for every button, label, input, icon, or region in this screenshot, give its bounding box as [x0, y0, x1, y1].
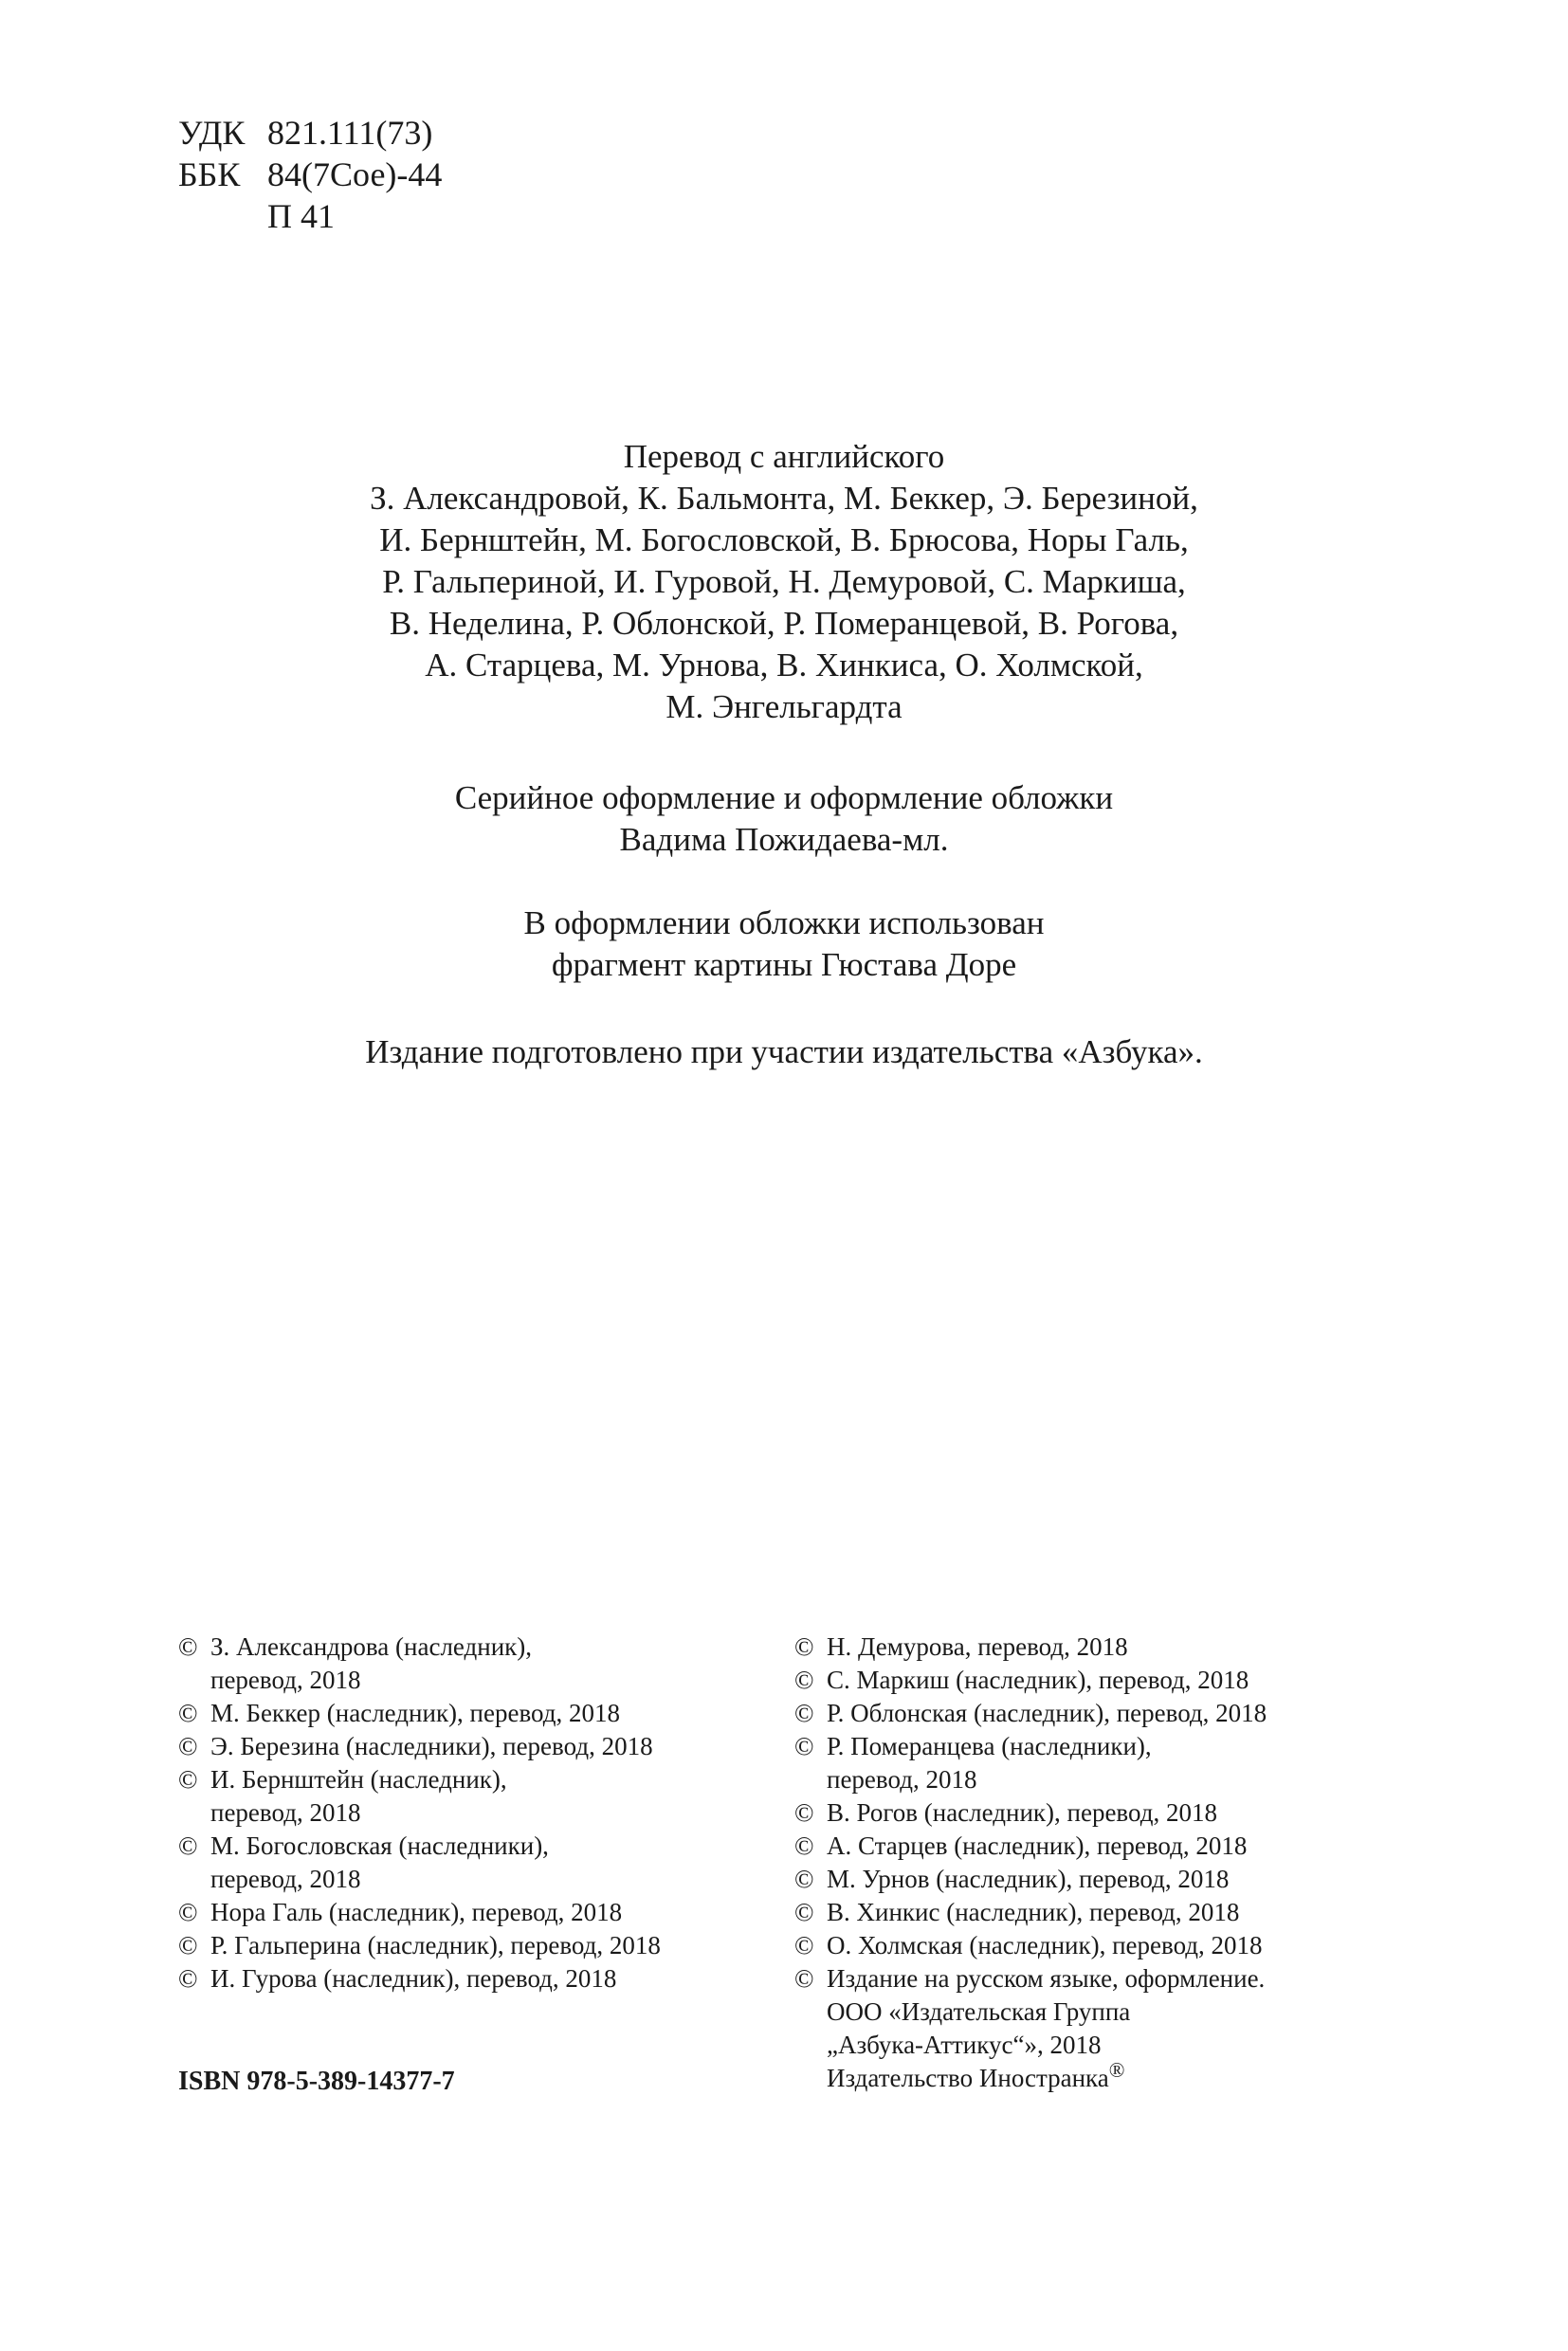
copyright-item: [178, 1896, 785, 1929]
edition-line: Издание подготовлено при участии издательства «Азбука».: [365, 1033, 1203, 1070]
copyright-item: [178, 1763, 785, 1830]
translation-line: Перевод с английского: [623, 438, 945, 475]
copyright-sign: ©: [178, 1699, 198, 1727]
cover-line: В оформлении обложки использован: [523, 904, 1045, 941]
copyright-line: О. Холмская (наследник), перевод, 2018: [827, 1931, 1263, 1959]
design-line: Серийное оформление и оформление обложки: [454, 779, 1114, 816]
copyright-line: Р. Померанцева (наследники),: [827, 1732, 1152, 1760]
copyright-line: „Азбука-Аттикус“», 2018: [827, 2031, 1102, 2059]
copyright-sign: ©: [794, 1699, 814, 1727]
copyright-item: [794, 1896, 1420, 1929]
copyright-line: ООО «Издательская Группа: [827, 1997, 1131, 2026]
copyright-item: [794, 1664, 1420, 1697]
copyright-line: Нора Галь (наследник), перевод, 2018: [210, 1898, 623, 1926]
copyright-line: Э. Березина (наследники), перевод, 2018: [210, 1732, 653, 1760]
udk-value: 821.111(73): [267, 114, 433, 152]
author-sign: П 41: [267, 197, 335, 235]
copyright-item: [178, 1730, 785, 1763]
copyright-item: [794, 1962, 1420, 2095]
design-credits: [237, 777, 1331, 861]
translation-line: В. Неделина, Р. Облонской, Р. Померанцевой, В. Рогова,: [389, 605, 1179, 642]
classification-block: [178, 112, 442, 237]
copyright-line: З. Александрова (наследник),: [210, 1632, 533, 1661]
copyright-line: перевод, 2018: [210, 1666, 361, 1694]
copyright-line: А. Старцев (наследник), перевод, 2018: [827, 1832, 1248, 1860]
copyright-item: [794, 1730, 1420, 1796]
translation-line: М. Энгельгардта: [665, 688, 903, 725]
copyright-line: Издание на русском языке, оформление.: [827, 1964, 1266, 1993]
copyright-item: [794, 1863, 1420, 1896]
design-line: Вадима Пожидаева-мл.: [619, 821, 949, 858]
copyright-line: В. Рогов (наследник), перевод, 2018: [827, 1798, 1217, 1827]
copyright-sign: ©: [794, 1732, 814, 1760]
copyright-sign: ©: [794, 1832, 814, 1860]
copyright-line: [827, 2058, 1265, 2095]
copyright-line: В. Хинкис (наследник), перевод, 2018: [827, 1898, 1240, 1926]
bbk-label: ББК: [178, 155, 241, 193]
copyright-sign: ©: [178, 1964, 198, 1993]
udk-label: УДК: [178, 114, 246, 152]
bbk-row: [178, 154, 442, 195]
copyright-item: [794, 1796, 1420, 1830]
isbn: ISBN 978-5-389-14377-7: [178, 2067, 455, 2096]
copyright-line: И. Гурова (наследник), перевод, 2018: [210, 1964, 617, 1993]
copyright-line: Р. Облонская (наследник), перевод, 2018: [827, 1699, 1267, 1727]
copyright-line: Н. Демурова, перевод, 2018: [827, 1632, 1128, 1661]
copyright-sign: ©: [794, 1898, 814, 1926]
copyright-item: [178, 1697, 785, 1730]
copyright-line: Р. Гальперина (наследник), перевод, 2018: [210, 1931, 661, 1959]
copyright-sign: ©: [794, 1964, 814, 1993]
udk-row: [178, 112, 442, 154]
copyright-sign: ©: [794, 1865, 814, 1893]
copyright-item: [178, 1631, 785, 1697]
translation-line: А. Старцева, М. Урнова, В. Хинкиса, О. Холмской,: [425, 647, 1143, 683]
copyright-sign: ©: [178, 1898, 198, 1926]
copyright-item: [178, 1929, 785, 1962]
copyright-line: перевод, 2018: [210, 1798, 361, 1827]
translation-line: Р. Гальпериной, И. Гуровой, Н. Демуровой, С. Маркиша,: [382, 563, 1186, 600]
publisher-name: Издательство Иностранка: [827, 2064, 1109, 2092]
copyright-line: М. Урнов (наследник), перевод, 2018: [827, 1865, 1230, 1893]
copyright-line: М. Беккер (наследник), перевод, 2018: [210, 1699, 620, 1727]
copyright-line: И. Бернштейн (наследник),: [210, 1765, 507, 1794]
copyright-item: [794, 1929, 1420, 1962]
copyright-line: М. Богословская (наследники),: [210, 1832, 549, 1860]
copyright-sign: ©: [178, 1732, 198, 1760]
copyright-item: [178, 1830, 785, 1896]
copyright-sign: ©: [794, 1632, 814, 1661]
copyright-item: [794, 1631, 1420, 1664]
translation-credits: [237, 436, 1331, 728]
copyright-sign: ©: [794, 1931, 814, 1959]
edition-note: [237, 1031, 1331, 1073]
cover-line: фрагмент картины Гюстава Доре: [551, 946, 1017, 983]
copyright-line: перевод, 2018: [210, 1865, 361, 1893]
copyright-sign: ©: [794, 1666, 814, 1694]
copyright-item: [794, 1697, 1420, 1730]
copyright-sign: ©: [178, 1931, 198, 1959]
cover-credits: [237, 902, 1331, 986]
copyright-sign: ©: [794, 1798, 814, 1827]
copyright-line: перевод, 2018: [827, 1765, 977, 1794]
translation-line: И. Бернштейн, М. Богословской, В. Брюсова, Норы Галь,: [379, 521, 1189, 558]
copyright-item: [178, 1962, 785, 1996]
copyright-line: С. Маркиш (наследник), перевод, 2018: [827, 1666, 1249, 1694]
copyright-sign: ©: [178, 1632, 198, 1661]
copyright-sign: ©: [178, 1832, 198, 1860]
bbk-value: 84(7Сое)-44: [267, 155, 443, 193]
registered-mark: ®: [1108, 2058, 1125, 2082]
copyright-item: [794, 1830, 1420, 1863]
translation-line: З. Александровой, К. Бальмонта, М. Беккер, Э. Березиной,: [370, 480, 1198, 517]
copyright-list-left: [178, 1631, 785, 1996]
copyright-list-right: [794, 1631, 1420, 2095]
copyright-sign: ©: [178, 1765, 198, 1794]
